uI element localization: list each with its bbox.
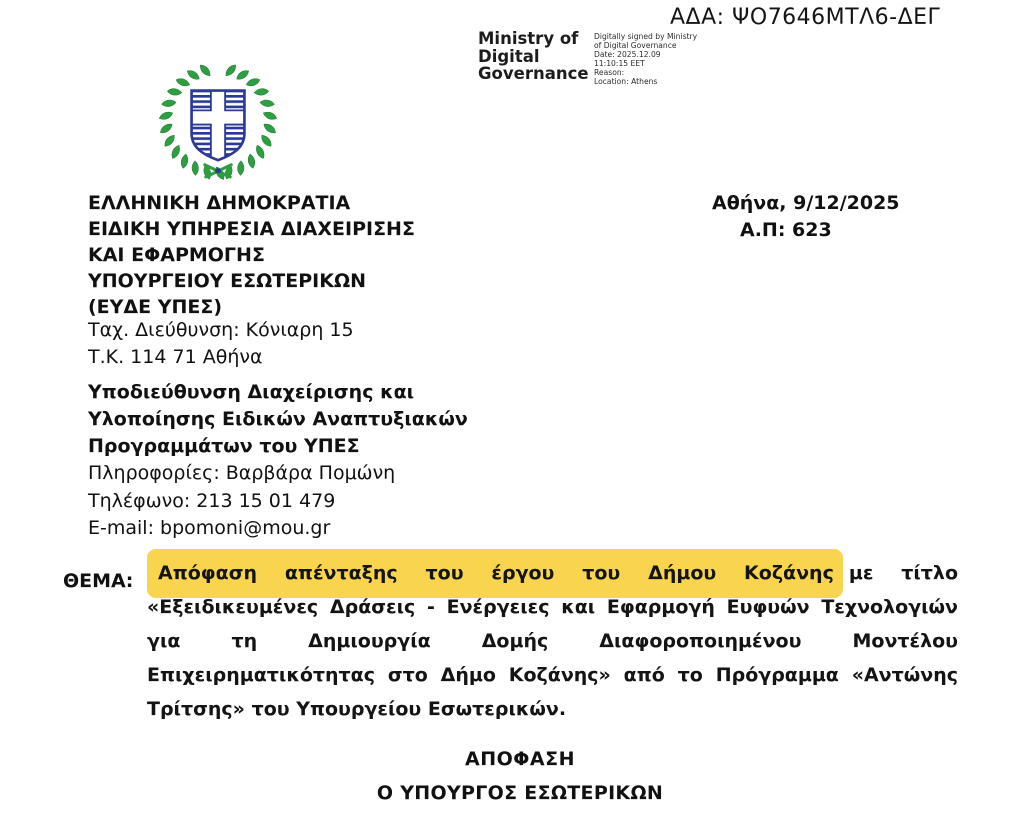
- decision-heading: ΑΠΟΦΑΣΗ: [465, 748, 575, 770]
- protocol-number: Α.Π: 623: [740, 219, 832, 241]
- authority-line: ΥΠΟΥΡΓΕΙΟΥ ΕΣΩΤΕΡΙΚΩΝ: [88, 270, 366, 292]
- authority-line: ΕΛΛΗΝΙΚΗ ΔΗΜΟΚΡΑΤΙΑ: [88, 192, 351, 214]
- subject-label: ΘΕΜΑ:: [63, 570, 134, 592]
- address-line: Ταχ. Διεύθυνση: Κόνιαρη 15: [88, 319, 354, 341]
- contact-email: E-mail: bpomoni@mou.gr: [88, 517, 331, 539]
- subdivision-block: [88, 379, 468, 460]
- ada-code: ΑΔΑ: ΨΟ7646ΜΤΛ6-ΔΕΓ: [670, 5, 941, 30]
- subdivision-line: Προγραμμάτων του ΥΠΕΣ: [88, 435, 360, 457]
- contact-person: Πληροφορίες: Βαρβάρα Πομώνη: [88, 462, 396, 484]
- signature-details-line: 11:10:15 EET: [594, 59, 645, 68]
- signature-details-line: Digitally signed by Ministry: [594, 32, 698, 41]
- signature-details-line: of Digital Governance: [594, 41, 677, 50]
- subject-rest: με τίτλο «Εξειδικευμένες Δράσεις - Ενέργειες και Εφαρμογή Ευφυών Τεχνολογιών για τη Δημιουργία Δομής Διαφοροποιημένου Μοντέλου Επιχειρηματικότητας στο Δήμο Κοζάνης» από το Πρόγραμμα «Αντώνης Τρίτσης» του Υπουργείου Εσωτερικών.: [147, 562, 959, 720]
- protocol-block: [712, 190, 900, 244]
- authority-line: ΚΑΙ ΕΦΑΡΜΟΓΗΣ: [88, 244, 265, 266]
- authority-line: (ΕΥΔΕ ΥΠΕΣ): [88, 296, 223, 318]
- subject-highlight: Απόφαση απένταξης του έργου του Δήμου Κοζάνης: [147, 549, 843, 598]
- greek-coat-of-arms-icon: [157, 58, 279, 180]
- issuing-authority: [88, 190, 415, 320]
- authority-line: ΕΙΔΙΚΗ ΥΠΗΡΕΣΙΑ ΔΙΑΧΕΙΡΙΣΗΣ: [88, 218, 415, 240]
- subdivision-line: Υλοποίησης Ειδικών Αναπτυξιακών: [88, 408, 468, 430]
- signature-signer-line: Ministry of: [478, 29, 579, 48]
- signature-signer: [478, 29, 589, 86]
- signature-details-line: Location: Athens: [594, 77, 658, 86]
- digital-signature-stamp: [478, 30, 697, 86]
- postal-address: [88, 317, 354, 371]
- signature-details-line: Date: 2025.12.09: [594, 50, 661, 59]
- signature-details: [594, 30, 697, 86]
- signature-signer-line: Governance: [478, 64, 589, 83]
- signature-details-line: Reason:: [594, 68, 625, 77]
- contact-phone: Τηλέφωνο: 213 15 01 479: [88, 489, 336, 512]
- address-line: Τ.Κ. 114 71 Αθήνα: [88, 346, 263, 368]
- subdivision-line: Υποδιεύθυνση Διαχείρισης και: [88, 381, 415, 403]
- contact-info: [88, 460, 395, 543]
- issue-place-date: Αθήνα, 9/12/2025: [712, 192, 900, 214]
- subject-text: [147, 556, 958, 726]
- minister-heading: Ο ΥΠΟΥΡΓΟΣ ΕΣΩΤΕΡΙΚΩΝ: [376, 782, 664, 804]
- signature-signer-line: Digital: [478, 46, 540, 66]
